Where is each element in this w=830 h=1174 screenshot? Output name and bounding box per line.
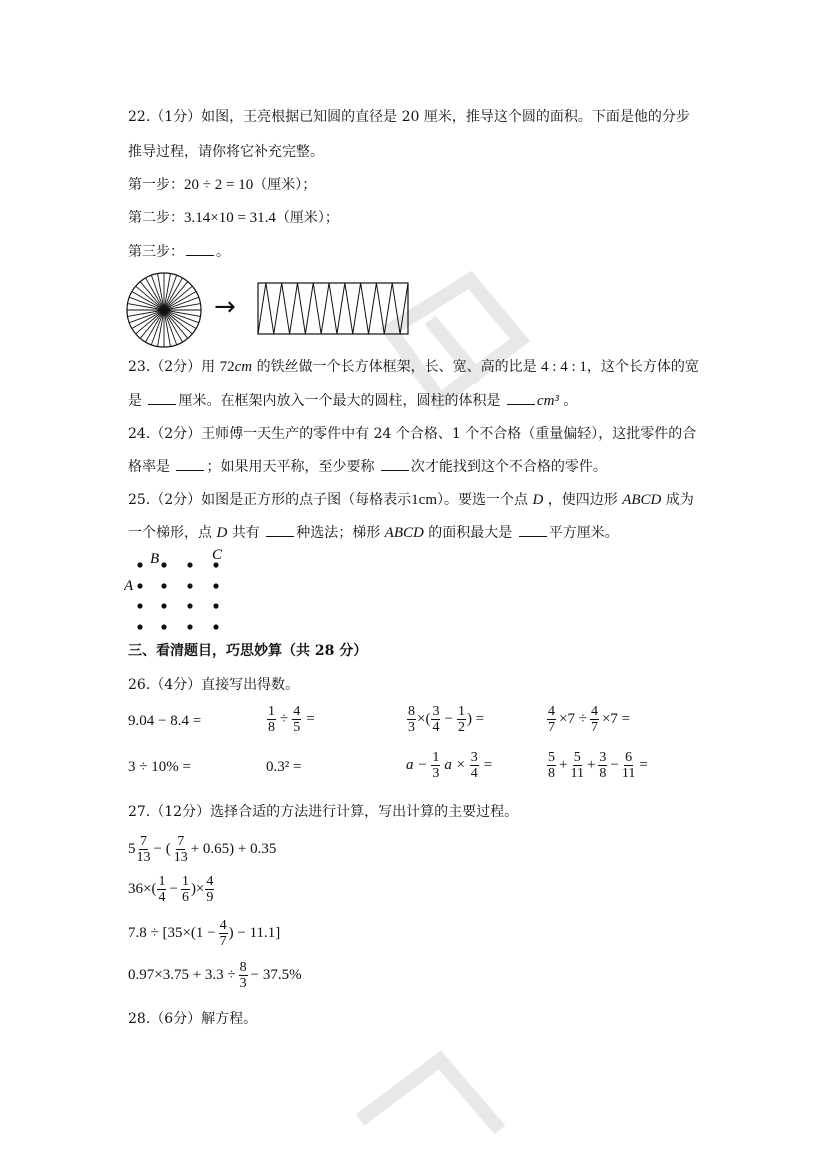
q24-text-a: 格率是	[128, 459, 175, 475]
step1-expr: 20 ÷ 2 = 10	[184, 177, 254, 193]
circle-sectors-figure	[124, 270, 204, 350]
q25-point-d2: D	[216, 525, 228, 541]
q27-expr-a: 5 $\frac{7}{13}$ − ( $\frac{7}{13}$ + 0.65) + 0.35	[128, 834, 277, 865]
label-a: A	[124, 578, 134, 594]
q23-line2	[128, 392, 577, 410]
q22-step3	[128, 243, 230, 261]
q25-abcd: ABCD	[622, 492, 662, 508]
q23-text-a: 23.（2分）用	[128, 359, 220, 375]
q22-step1	[128, 176, 316, 194]
fraction: $\frac{3}{8}$	[599, 750, 607, 781]
dot-grid-figure	[124, 546, 234, 636]
fraction: $\frac{4}{9}$	[206, 874, 214, 905]
fraction: $\frac{1}{8}$	[268, 704, 275, 735]
q25-point-d: D	[532, 492, 544, 508]
q23-line1	[128, 358, 699, 376]
q25-text-i: 平方厘米。	[548, 525, 619, 541]
arrow-icon: →	[214, 292, 236, 322]
fraction: $\frac{5}{11}$	[570, 750, 584, 781]
q22-line1: 22.（1分）如图，王亮根据已知圆的直径是 20 厘米，推导这个圆的面积。下面是他的分步	[128, 109, 690, 125]
q25-text-a: 25.（2分）如图是正方形的点子图（每格表示	[128, 492, 412, 508]
q27-expr-c: 7.8 ÷ [35×(1 − $\frac{4}{7}$ ) − 11.1]	[128, 918, 281, 949]
fraction: $\frac{8}{3}$	[239, 960, 247, 991]
q25-text-g: 种选法；梯形	[296, 525, 385, 541]
step1-unit: （厘米）；	[253, 177, 317, 193]
q23-unit-cm3: cm³	[536, 393, 559, 409]
q23-unit: cm	[234, 359, 253, 375]
fraction: $\frac{3}{4}$	[432, 704, 440, 735]
step2-expr: 3.14×10 = 31.4	[184, 210, 276, 226]
zigzag-sectors	[258, 283, 408, 334]
q23-text-f: 。	[558, 393, 578, 409]
fraction: $\frac{4}{5}$	[293, 704, 301, 735]
q27-expr-b: 36×( $\frac{1}{4}$ − $\frac{1}{6}$ )× $\frac{4}{9}$	[128, 874, 214, 905]
q25-line2	[128, 524, 619, 542]
q26-expr-3: $\frac{8}{3}$ ×( $\frac{3}{4}$ − $\frac{1}{2}$ ) =	[408, 704, 485, 735]
q27-title: 27.（12分）选择合适的方法进行计算，写出计算的主要过程。	[128, 804, 519, 820]
answer-blank	[186, 243, 214, 256]
step3-end: 。	[216, 244, 230, 260]
fraction: $\frac{1}{3}$	[432, 750, 440, 781]
q25-text-h: 的面积最大是	[423, 525, 517, 541]
q26-expr-6: 0.3² =	[266, 758, 302, 775]
answer-blank	[176, 458, 204, 471]
step2-label: 第二步：	[128, 210, 184, 226]
q26-expr-4: $\frac{4}{7}$ ×7 ÷ $\frac{4}{7}$ ×7 =	[548, 704, 631, 735]
fraction: $\frac{8}{3}$	[408, 704, 415, 735]
label-b: B	[150, 551, 160, 567]
answer-blank	[519, 524, 547, 537]
q23-number: 72	[219, 359, 235, 375]
answer-blank	[148, 392, 176, 405]
fraction: $\frac{4}{7}$	[548, 704, 555, 735]
step3-label: 第三步：	[128, 244, 184, 260]
q26-title: 26.（4分）直接写出得数。	[128, 677, 300, 693]
fraction: $\frac{4}{7}$	[590, 704, 598, 735]
q22-line2: 推导过程，请你将它补充完整。	[128, 144, 324, 160]
fraction: $\frac{5}{8}$	[548, 750, 555, 781]
q23-text-d: 是	[128, 393, 147, 409]
answer-blank	[266, 524, 294, 537]
q26-expr-7: a − $\frac{1}{3}$ a × $\frac{3}{4}$ =	[406, 750, 493, 781]
label-c: C	[212, 547, 223, 563]
q25-unit: 1cm	[411, 492, 437, 508]
q26-expr-1: 9.04 − 8.4 =	[128, 712, 202, 729]
fraction: $\frac{7}{13}$	[136, 834, 151, 865]
q25-line1	[128, 491, 694, 509]
q25-text-f: 共有	[227, 525, 265, 541]
q25-text-b: ）。要选一个点	[437, 492, 533, 508]
fraction: $\frac{1}{2}$	[457, 704, 465, 735]
fraction: $\frac{6}{11}$	[621, 750, 636, 781]
q23-text-b: 的铁丝做一个长方体框架，长、宽、高的比是	[252, 359, 542, 375]
fraction: $\frac{7}{13}$	[173, 834, 188, 865]
step1-label: 第一步：	[128, 177, 184, 193]
q24-line1: 24.（2分）王师傅一天生产的零件中有 24 个合格、1 个不合格（重量偏轻），这批零件的合	[128, 426, 697, 442]
q23-text-c: ，这个长方体的宽	[586, 359, 699, 375]
q28-title: 28.（6分）解方程。	[128, 1011, 258, 1027]
fraction: $\frac{4}{7}$	[219, 918, 227, 949]
section-heading: 三、看清题目，巧思妙算（共 28 分）	[128, 643, 368, 659]
fraction: $\frac{1}{4}$	[158, 874, 166, 905]
q22-step2	[128, 209, 339, 227]
fraction: $\frac{3}{4}$	[470, 750, 478, 781]
q24-text-b: ；如果用天平称，至少要称	[206, 459, 379, 475]
q25-text-c: ，使四边形	[543, 492, 623, 508]
fraction: $\frac{1}{6}$	[181, 874, 189, 905]
q26-expr-2: $\frac{1}{8}$ ÷ $\frac{4}{5}$ =	[268, 704, 315, 735]
rearranged-rectangle-figure	[256, 281, 412, 337]
q27-expr-d: 0.97×3.75 + 3.3 ÷ $\frac{8}{3}$ − 37.5%	[128, 960, 302, 991]
q23-ratio: 4 : 4 : 1	[541, 359, 587, 375]
q26-expr-5: 3 ÷ 10% =	[128, 758, 191, 775]
q24-text-c: 次才能找到这个不合格的零件。	[410, 459, 607, 475]
q25-text-e: 一个梯形，点	[128, 525, 217, 541]
q23-text-e: 厘米。在框架内放入一个最大的圆柱，圆柱的体积是	[178, 393, 505, 409]
answer-blank	[507, 392, 535, 405]
q24-line2	[128, 458, 607, 476]
answer-blank	[381, 458, 409, 471]
step2-unit: （厘米）；	[275, 210, 339, 226]
q26-expr-8: $\frac{5}{8}$ + $\frac{5}{11}$ + $\frac{3}{8}$ − $\frac{6}{11}$ =	[548, 750, 648, 781]
q25-text-d: 成为	[661, 492, 694, 508]
q25-abcd2: ABCD	[384, 525, 424, 541]
